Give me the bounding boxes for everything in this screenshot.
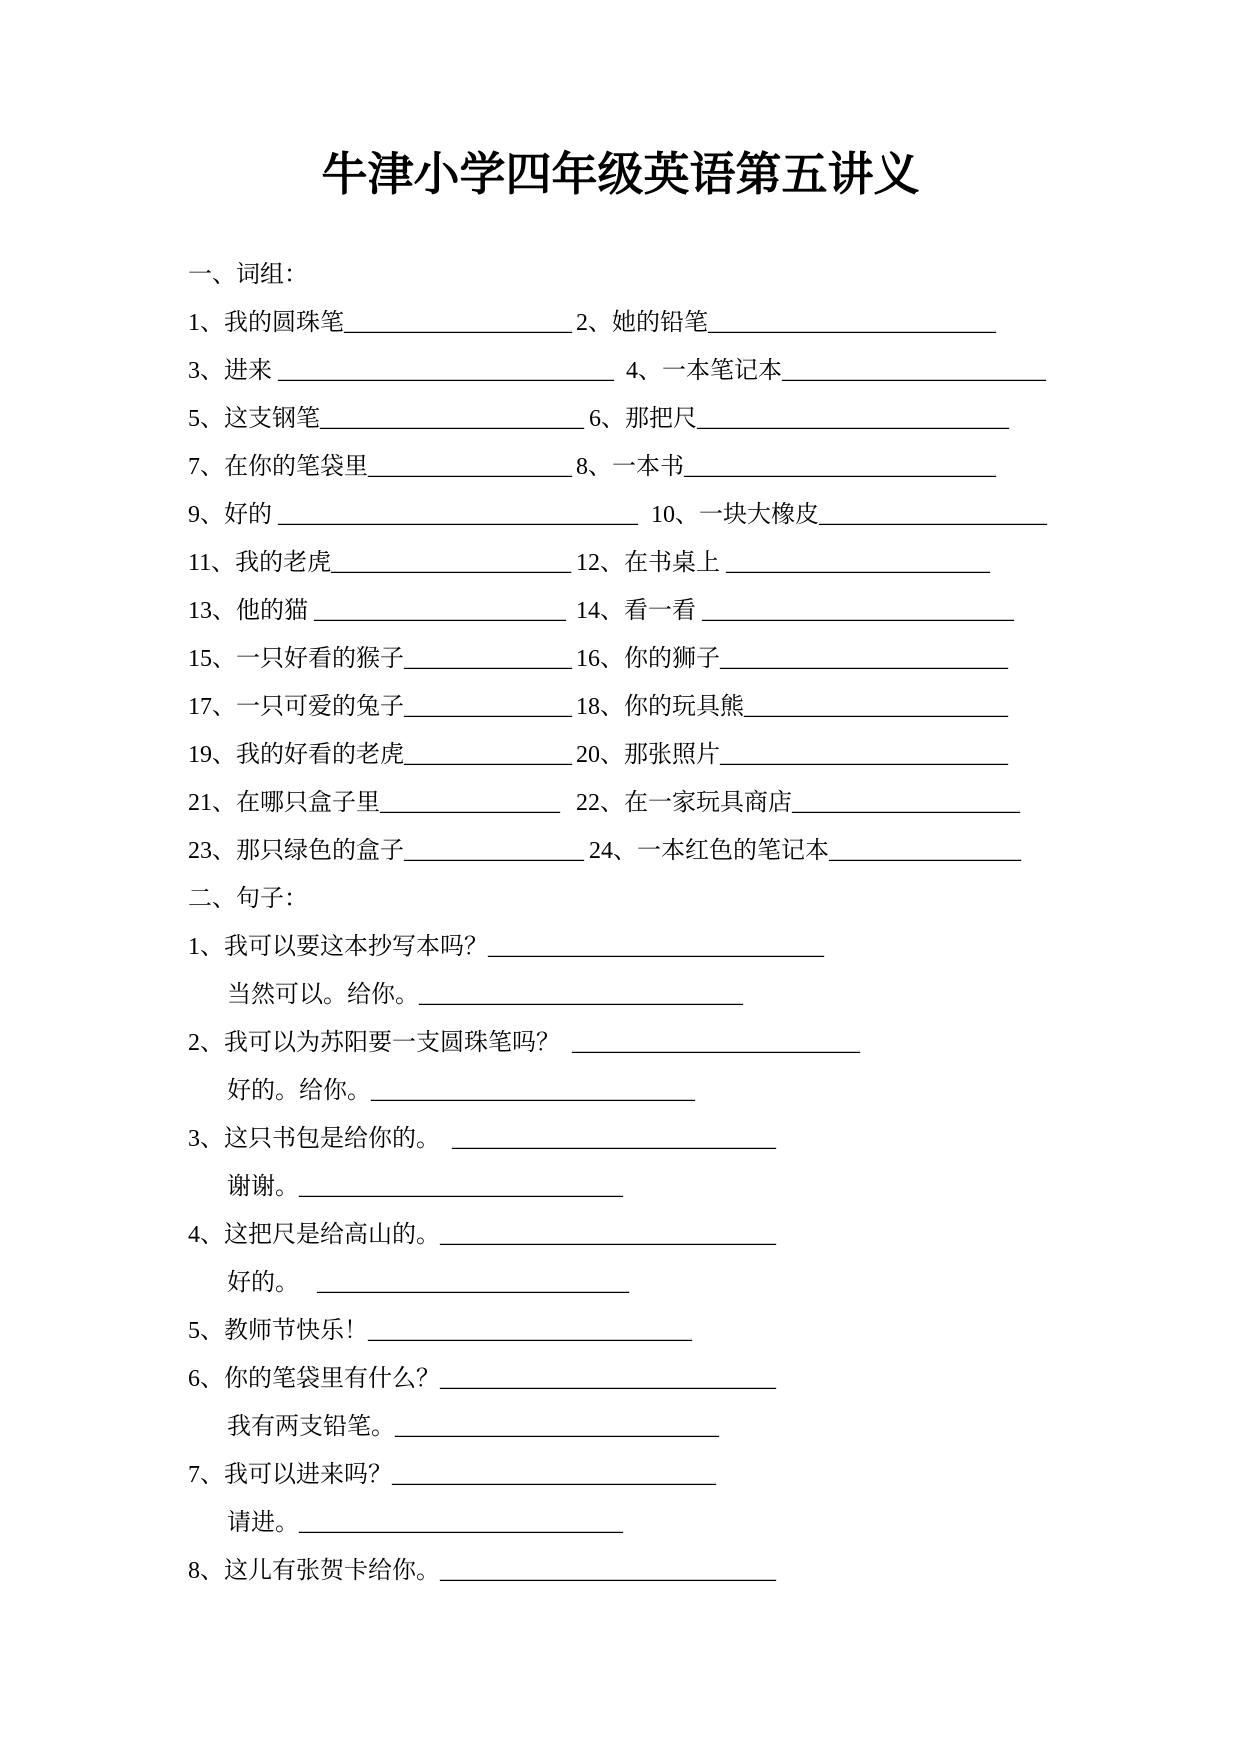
phrase-item (651, 491, 1071, 539)
phrase-row (188, 395, 1068, 443)
answer-blank: ___________________________ (299, 1174, 623, 1200)
answer-blank: __________________________ (697, 406, 1009, 432)
phrase-label: 5、这支钢笔 (188, 406, 320, 432)
answer-blank: ______________ (404, 742, 572, 768)
phrase-item (188, 347, 624, 395)
answer-blank: ______________________ (744, 694, 1008, 720)
answer-blank: ___________________ (792, 790, 1020, 816)
response-text: 我有两支铅笔。 (227, 1414, 395, 1440)
phrase-label: 16、你的狮子 (576, 646, 720, 672)
phrase-label: 17、一只可爱的兔子 (188, 694, 404, 720)
answer-blank: ___________________________ (440, 1126, 776, 1152)
phrase-label: 6、那把尺 (589, 406, 697, 432)
phrase-label: 4、一本笔记本 (626, 358, 782, 384)
sentence-prompt: 7、我可以进来吗？ (188, 1462, 392, 1488)
answer-blank: ____________________________ (440, 1558, 776, 1584)
answer-blank: _________________ (368, 454, 572, 480)
phrase-row (188, 587, 1068, 635)
answer-blank: ________________ (829, 838, 1021, 864)
answer-blank: ____________________________ (488, 934, 824, 960)
phrase-item (576, 779, 1036, 827)
phrase-row (188, 539, 1068, 587)
response-row (188, 1403, 1068, 1451)
phrase-item (188, 827, 587, 875)
answer-blank: ______________________ (782, 358, 1046, 384)
phrase-row (188, 827, 1068, 875)
phrase-label: 12、在书桌上 (576, 550, 726, 576)
phrase-row (188, 779, 1068, 827)
sentence-row (188, 1115, 1068, 1163)
phrase-label: 14、看一看 (576, 598, 702, 624)
sentence-row (188, 1211, 1068, 1259)
phrase-item (576, 539, 1036, 587)
phrase-label: 24、一本红色的笔记本 (589, 838, 829, 864)
phrase-item (576, 443, 1036, 491)
answer-blank: ____________________________ (440, 1366, 776, 1392)
phrase-item (188, 683, 574, 731)
sentence-prompt: 5、教师节快乐！ (188, 1318, 368, 1344)
answer-blank: _______________ (380, 790, 560, 816)
answer-blank: ____________________________ (278, 358, 614, 384)
phrase-label: 20、那张照片 (576, 742, 720, 768)
phrase-label: 15、一只好看的猴子 (188, 646, 404, 672)
phrase-row (188, 491, 1068, 539)
phrase-item (626, 347, 1066, 395)
answer-blank: ______________ (404, 694, 572, 720)
phrase-label: 1、我的圆珠笔 (188, 310, 344, 336)
response-row (188, 1067, 1068, 1115)
answer-blank: __________________________ (299, 1270, 629, 1296)
answer-blank: ___________________ (344, 310, 572, 336)
answer-blank: _______________ (404, 838, 584, 864)
phrase-row (188, 443, 1068, 491)
phrase-item (188, 779, 574, 827)
answer-blank: ___________________________ (392, 1462, 716, 1488)
answer-blank: ______________ (404, 646, 572, 672)
response-row (188, 1163, 1068, 1211)
worksheet-title: 牛津小学四年级英语第五讲义 (321, 147, 920, 201)
section-heading-sentences: 二、句子： (188, 886, 308, 912)
phrase-label: 13、他的猫 (188, 598, 314, 624)
phrase-item (188, 491, 649, 539)
answer-blank: ______________________ (320, 406, 584, 432)
phrase-item (188, 731, 574, 779)
phrase-row (188, 299, 1068, 347)
sentence-prompt: 4、这把尺是给高山的。 (188, 1222, 440, 1248)
phrase-item (576, 587, 1036, 635)
response-row (188, 1499, 1068, 1547)
phrase-item (589, 395, 1049, 443)
answer-blank: __________________________ (702, 598, 1014, 624)
phrase-item (188, 443, 574, 491)
answer-blank: ____________________________ (440, 1222, 776, 1248)
answer-blank: _____________________ (314, 598, 566, 624)
sentence-row (188, 1307, 1068, 1355)
sentence-row (188, 1451, 1068, 1499)
phrase-item (188, 299, 574, 347)
sentence-row (188, 1019, 1068, 1067)
phrase-label: 9、好的 (188, 502, 278, 528)
sentence-row (188, 923, 1068, 971)
answer-blank: ________________________ (708, 310, 996, 336)
answer-blank: ______________________ (726, 550, 990, 576)
phrase-row (188, 635, 1068, 683)
sentence-prompt: 1、我可以要这本抄写本吗？ (188, 934, 488, 960)
phrase-row (188, 731, 1068, 779)
phrase-item (188, 539, 574, 587)
phrase-label: 8、一本书 (576, 454, 684, 480)
sentence-prompt: 3、这只书包是给你的。 (188, 1126, 440, 1152)
response-text: 当然可以。给你。 (227, 982, 419, 1008)
answer-blank: ___________________________ (299, 1510, 623, 1536)
section-heading-phrases: 一、词组： (188, 262, 308, 288)
phrase-item (576, 683, 1036, 731)
answer-blank: ____________________ (331, 550, 572, 576)
sentence-prompt: 2、我可以为苏阳要一支圆珠笔吗？ (188, 1030, 560, 1056)
phrase-label: 22、在一家玩具商店 (576, 790, 792, 816)
sentence-prompt: 6、你的笔袋里有什么？ (188, 1366, 440, 1392)
phrase-label: 11、我的老虎 (188, 550, 332, 576)
phrase-label: 21、在哪只盒子里 (188, 790, 380, 816)
phrase-item (576, 635, 1036, 683)
response-text: 好的。 (227, 1270, 299, 1296)
answer-blank: ______________________________ (278, 502, 638, 528)
sentence-row (188, 1547, 1068, 1595)
phrase-item (576, 731, 1036, 779)
sentence-prompt: 8、这儿有张贺卡给你。 (188, 1558, 440, 1584)
answer-blank: __________________________ (684, 454, 996, 480)
phrase-row (188, 347, 1068, 395)
answer-blank: ________________________ (560, 1030, 860, 1056)
answer-blank: ___________________________ (395, 1414, 719, 1440)
sentence-row (188, 1355, 1068, 1403)
response-text: 好的。给你。 (227, 1078, 371, 1104)
phrase-label: 3、进来 (188, 358, 278, 384)
response-text: 请进。 (227, 1510, 299, 1536)
phrase-item (188, 395, 587, 443)
phrase-item (576, 299, 1036, 347)
phrase-label: 23、那只绿色的盒子 (188, 838, 404, 864)
phrase-label: 7、在你的笔袋里 (188, 454, 368, 480)
response-row (188, 971, 1068, 1019)
phrase-row (188, 683, 1068, 731)
answer-blank: ___________________________ (371, 1078, 695, 1104)
phrase-label: 10、一块大橡皮 (651, 502, 819, 528)
phrase-label: 18、你的玩具熊 (576, 694, 744, 720)
answer-blank: ___________________________ (419, 982, 743, 1008)
answer-blank: ___________________________ (368, 1318, 692, 1344)
worksheet-body (188, 251, 1068, 1595)
phrase-label: 2、她的铅笔 (576, 310, 708, 336)
phrase-label: 19、我的好看的老虎 (188, 742, 404, 768)
answer-blank: ___________________ (819, 502, 1047, 528)
phrase-item (188, 587, 574, 635)
phrase-item (589, 827, 1049, 875)
answer-blank: ________________________ (720, 646, 1008, 672)
answer-blank: ________________________ (720, 742, 1008, 768)
response-text: 谢谢。 (227, 1174, 299, 1200)
response-row (188, 1259, 1068, 1307)
phrase-item (188, 635, 574, 683)
